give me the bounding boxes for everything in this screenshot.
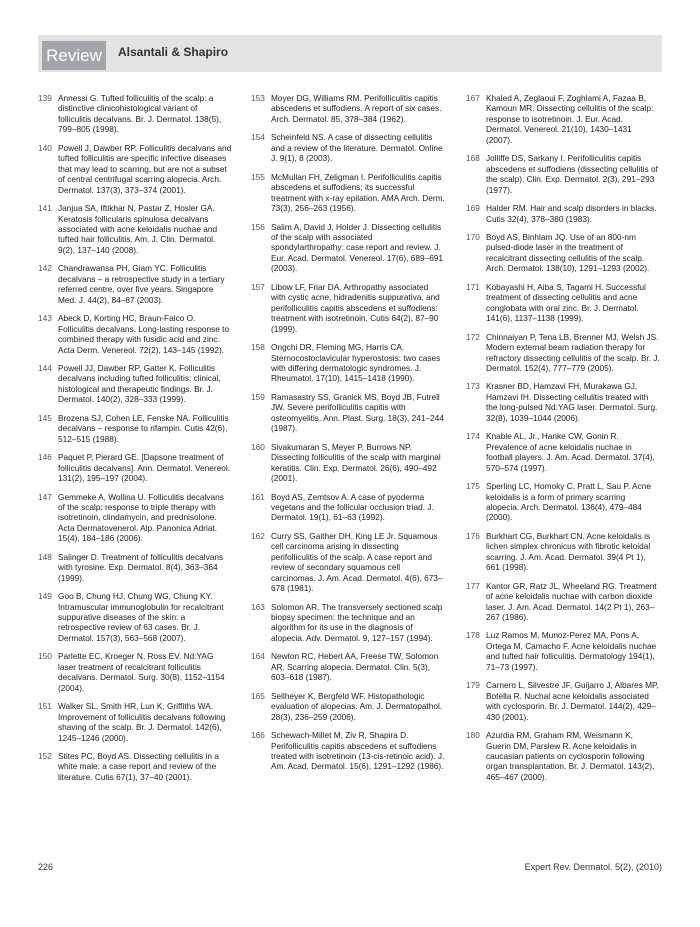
reference-text: Boyd AS, Binhlam JQ. Use of an 800-nm pulsed-diode laser in the treatment of recalcitrant dissecting cellulitis of the scalp. Arch. Dermatol. 138(10), 1291–1293 (2002). <box>486 231 650 274</box>
reference-entry <box>466 431 660 473</box>
reference-text: Walker SL, Smith HR, Lun K, Griffiths WA. Improvement of folliculitis decalvans following shaving of the scalp. Br. J. Dermatol. 142(6), 1245–1246 (2000). <box>58 701 226 743</box>
reference-text: Schewach-Millet M, Ziv R, Shapira D. Perifolliculitis capitis abscedens et suffodiens treated with isotretinoin (13-cis-retinoic acid). J. Am. Acad. Dermatol. 15(6), 1291–1292 (1986). <box>271 730 445 772</box>
reference-entry <box>251 651 445 682</box>
reference-text: Gemmeke A, Wollina U. Folliculitis decalvans of the scalp: response to triple therapy with isotretinoin, clindamycin, and prednisolone. Acta Dermatovenerol. Alp. Panonica Adriat. 15(4), 184–186 (2006). <box>58 491 224 544</box>
reference-entry <box>38 452 232 483</box>
reference-entry <box>466 730 660 782</box>
reference-number: 169 <box>466 203 480 214</box>
reference-entry <box>466 481 660 523</box>
reference-entry <box>38 363 232 405</box>
reference-entry <box>38 591 232 643</box>
reference-number: 158 <box>251 342 265 353</box>
reference-text: Brozena SJ, Cohen LE, Fenske NA. Folliculitis decalvans – response to rifampin. Cutis 42(6), 512–515 (1988). <box>58 412 229 444</box>
reference-entry <box>251 492 445 523</box>
reference-entry <box>466 630 660 672</box>
reference-entry <box>38 313 232 355</box>
running-header <box>38 35 662 72</box>
reference-number: 159 <box>251 391 265 402</box>
reference-text: Salinger D. Treatment of folliculitis decalvans with tyrosine. Exp. Dermatol. 8(4), 363–364 (1999). <box>58 551 224 583</box>
reference-text: Kantor GR, Ratz JL, Wheeland RG. Treatment of acne keloidalis nuchae with carbon dioxide laser. J. Am. Acad. Dermatol. 14(2 Pt 1), 263–267 (1986). <box>486 580 657 623</box>
reference-text: Annessi G. Tufted folliculitis of the scalp: a distinctive clinicohistological variant of folliculitis decalvans. Br. J. Dermatol. 138(5), 799–805 (1998). <box>58 93 222 135</box>
reference-number: 162 <box>251 530 265 541</box>
reference-text: Burkhart CG, Burkhart CN. Acne keloidalis is lichen simplex chronicus with fibrotic keloidal scarring. J. Am. Acad. Dermatol. 39(4 Pt 1), 661 (1998). <box>486 530 651 573</box>
reference-number: 154 <box>251 132 265 143</box>
reference-entry <box>466 203 660 224</box>
reference-entry <box>38 701 232 743</box>
reference-text: Libow LF, Friar DA. Arthropathy associated with cystic acne, hidradenitis suppurativa, and perifolliculitis capitis abscedens et suffodiens: treatment with isotretinoin. Cutis 64(2), 87–90 (1999). <box>271 281 440 334</box>
reference-number: 161 <box>251 491 265 502</box>
reference-text: Halder RM. Hair and scalp disorders in blacks. Cutis 32(4), 378–380 (1983). <box>486 203 657 224</box>
reference-number: 179 <box>466 680 480 691</box>
reference-text: Knable AL, Jr., Hanke CW, Gonin R. Prevalence of acne keloidalis nuchae in football players. J. Am. Acad. Dermatol. 37(4), 570–574 (1997). <box>486 431 655 473</box>
reference-entry <box>251 222 445 274</box>
references-column-2 <box>251 93 445 780</box>
reference-text: Scheinfeld NS. A case of dissecting cellulitis and a review of the literature. Dermatol. Online J. 9(1), 8 (2003). <box>271 132 443 164</box>
running-head-authors: Alsantali & Shapiro <box>118 45 229 59</box>
reference-number: 145 <box>38 412 52 423</box>
reference-entry <box>466 332 660 374</box>
reference-entry <box>251 132 445 163</box>
reference-number: 147 <box>38 491 52 502</box>
reference-entry <box>251 282 445 334</box>
reference-entry <box>251 602 445 644</box>
reference-text: Azurdia RM, Graham RM, Weismann K, Guerin DM, Parslew R. Acne keloidalis in caucasian patients on cyclosporin following organ transplantation. Br. J. Dermatol. 143(2), 465–467 (2000). <box>486 730 655 782</box>
reference-text: Chinnaiyan P, Tena LB, Brenner MJ, Welsh JS. Modern external beam radiation therapy for refractory dissecting cellulitis of the scalp. Br. J. Dermatol. 152(4), 777–779 (2005). <box>486 331 660 373</box>
reference-number: 149 <box>38 591 52 602</box>
reference-text: Sivakumaran S, Meyer P, Burrows NP. Dissecting folliculitis of the scalp with marginal keratitis. Clin. Exp. Dermatol. 26(6), 490–492 (2001). <box>271 441 441 484</box>
reference-number: 165 <box>251 690 265 701</box>
page-number: 226 <box>38 862 54 872</box>
reference-number: 180 <box>466 730 480 741</box>
reference-entry <box>251 93 445 124</box>
reference-number: 171 <box>466 281 480 292</box>
reference-number: 142 <box>38 263 52 274</box>
reference-number: 140 <box>38 142 52 153</box>
reference-number: 146 <box>38 452 52 463</box>
reference-text: Paquet P, Pierard GE. [Dapsone treatment of folliculitis decalvans]. Ann. Dermatol. Venereol. 131(2), 195–197 (2004). <box>58 452 231 484</box>
reference-text: Goo B, Chung HJ, Chung WG, Chung KY. Intramuscular immunoglobulin for recalcitrant suppurative diseases of the skin: a retrospective review of 63 cases. Br. J. Dermatol. 157(3), 563–568 (2007). <box>58 591 224 643</box>
reference-number: 164 <box>251 651 265 662</box>
reference-number: 173 <box>466 381 480 392</box>
reference-number: 157 <box>251 281 265 292</box>
reference-entry <box>38 751 232 782</box>
reference-text: Krasner BD, Hamzavi FH, Murakawa GJ, Hamzavi IH. Dissecting cellulitis treated with the long-pulsed Nd:YAG laser. Dermatol. Surg. 32(8), 1039–1044 (2006). <box>486 381 658 423</box>
reference-number: 172 <box>466 331 480 342</box>
reference-entry <box>38 413 232 444</box>
reference-text: Ramasastry SS, Granick MS, Boyd JB, Futrell JW. Severe perifolliculitis capitis with osteomyelitis. Ann. Plast. Surg. 18(3), 241–244 (1987). <box>271 391 444 434</box>
reference-entry <box>251 730 445 772</box>
reference-number: 143 <box>38 313 52 324</box>
reference-entry <box>38 492 232 544</box>
reference-text: Carnero L, Silvestre JF, Guijarro J, Albares MP, Botella R. Nuchal acne keloidalis associated with cyclosporin. Br. J. Dermatol. 144(2), 429–430 (2001). <box>486 680 659 722</box>
reference-number: 168 <box>466 153 480 164</box>
reference-text: Newton RC, Hebert AA, Freese TW, Solomon AR. Scarring alopecia. Dermatol. Clin. 5(3), 603–618 (1987). <box>271 651 439 683</box>
reference-text: Stites PC, Boyd AS. Dissecting cellulitis in a white male: a case report and review of the literature. Cutis 67(1), 37–40 (2001). <box>58 751 219 782</box>
reference-entry <box>38 651 232 693</box>
reference-entry <box>38 143 232 195</box>
reference-entry <box>251 442 445 484</box>
reference-entry <box>466 282 660 324</box>
reference-number: 153 <box>251 93 265 103</box>
reference-number: 144 <box>38 362 52 373</box>
reference-text: Janjua SA, Iftikhar N, Pastar Z, Hosler GA. Keratosis follicularis spinulosa decalvans associated with acne keloidalis nuchae and tufted hair folliculitis. Am. J. Clin. Dermatol. 9(2), 137–140 (2008). <box>58 203 218 255</box>
reference-number: 152 <box>38 751 52 762</box>
reference-text: Khaled A, Zeglaoui F, Zoghlami A, Fazaa B, Kamoun MR. Dissecting cellulitis of the scalp: response to isotretinoin. J. Eur. Acad. Dermatol. Venereol. 21(10), 1430–1431 (2007). <box>486 93 654 145</box>
reference-text: Powell J, Dawber RP. Folliculitis decalvans and tufted folliculitis are specific infective diseases that may lead to scarring, but are not a subset of central centrifugal scarring alopecia. Arch. Dermatol. 137(3), 373–374 (2001). <box>58 142 232 195</box>
reference-text: Abeck D, Korting HC, Braun-Falco O. Folliculitis decalvans. Long-lasting response to combined therapy with fusidic acid and zinc. Acta Derm. Venereol. 72(2), 143–145 (1992). <box>58 313 230 355</box>
reference-text: Luz Ramos M, Munoz-Perez MA, Pons A, Ortega M, Camacho F. Acne keloidalis nuchae and tufted hair folliculitis. Dermatology 194(1), 71–73 (1997). <box>486 630 657 672</box>
journal-citation: Expert Rev. Dermatol. 5(2), (2010) <box>524 862 662 872</box>
reference-text: Parlette EC, Kroeger N, Ross EV. Nd:YAG laser treatment of recalcitrant folliculitis decalvans. Dermatol. Surg. 30(8), 1152–1154 (2004). <box>58 651 225 693</box>
reference-number: 141 <box>38 203 52 214</box>
reference-number: 156 <box>251 221 265 232</box>
reference-text: Curry SS, Gaither DH, King LE Jr. Squamous cell carcinoma arising in dissecting perifolliculitis of the scalp. A case report and review of secondary squamous cell carcinomas. J. Am. Acad. Dermatol. 4(6), 673–678 (1981). <box>271 530 443 594</box>
reference-number: 160 <box>251 441 265 452</box>
reference-text: McMullan FH, Zeligman I. Perifolliculitis capitis abscedens et suffodiens; its successful treatment with x-ray epilation. AMA Arch. Derm. 73(3), 256–263 (1956). <box>271 171 445 214</box>
reference-entry <box>251 691 445 722</box>
reference-text: Solomon AR. The transversely sectioned scalp biopsy specimen: the technique and an algorithm for its use in the diagnosis of alopecia. Adv. Dermatol. 9, 127–157 (1994). <box>271 601 443 643</box>
reference-text: Chandrawansa PH, Giam YC. Folliculitis decalvans – a retrospective study in a tertiary referred centre, over five years. Singapore Med. J. 44(2), 84–87 (2003). <box>58 263 225 305</box>
reference-entry <box>251 531 445 594</box>
reference-entry <box>466 153 660 195</box>
reference-entry <box>466 232 660 274</box>
reference-number: 177 <box>466 580 480 591</box>
reference-entry <box>251 172 445 214</box>
reference-number: 175 <box>466 481 480 492</box>
reference-entry <box>466 680 660 722</box>
reference-text: Sellheyer K, Bergfeld WF. Histopathologic evaluation of alopecias. Am. J. Dermatopathol. 28(3), 236–259 (2006). <box>271 690 443 722</box>
reference-number: 178 <box>466 630 480 641</box>
reference-number: 151 <box>38 701 52 712</box>
section-tab-review: Review <box>42 41 106 70</box>
reference-number: 174 <box>466 431 480 442</box>
reference-number: 148 <box>38 551 52 562</box>
reference-text: Sperling LC, Homoky C, Pratt L, Sau P. Acne keloidalis is a form of primary scarring alopecia. Arch. Dermatol. 136(4), 479–484 (2000). <box>486 481 651 523</box>
reference-text: Powell JJ, Dawber RP, Gatter K. Folliculitis decalvans including tufted folliculitis: clinical, histological and therapeutic findings. Br. J. Dermatol. 140(2), 328–333 (1999). <box>58 362 221 405</box>
reference-number: 139 <box>38 93 52 103</box>
reference-entry <box>251 392 445 434</box>
reference-text: Boyd AS, Zemtsov A. A case of pyoderma vegetans and the follicular occlusion triad. J. Dermatol. 19(1), 61–63 (1992). <box>271 491 434 523</box>
reference-number: 155 <box>251 171 265 182</box>
reference-number: 163 <box>251 601 265 612</box>
reference-number: 166 <box>251 730 265 741</box>
reference-number: 167 <box>466 93 480 103</box>
reference-entry <box>466 381 660 423</box>
reference-text: Kobayashi H, Aiba S, Tagami H. Successful treatment of dissecting cellulitis and acne conglobata with oral zinc. Br. J. Dermatol. 141(6), 1137–1138 (1999). <box>486 281 646 324</box>
reference-text: Moyer DG, Williams RM. Perifolliculitis capitis abscedens et suffodiens. A report of six cases. Arch. Dermatol. 85, 378–384 (1962). <box>271 93 442 124</box>
reference-text: Ongchi DR, Fleming MG, Harris CA. Sternocostoclavicular hyperostosis: two cases with differing dermatologic syndromes. J. Rheumatol. 17(10), 1415–1418 (1990). <box>271 342 441 384</box>
reference-number: 170 <box>466 231 480 242</box>
reference-number: 176 <box>466 530 480 541</box>
reference-entry <box>466 581 660 623</box>
reference-text: Jolliffe DS, Sarkany I. Perifolliculitis capitis abscedens et suffodiens (dissecting cellulitis of the scalp). Clin. Exp. Dermatol. 2(3), 291–293 (1977). <box>486 153 658 195</box>
references-column-3 <box>466 93 660 790</box>
reference-entry <box>38 263 232 305</box>
reference-entry <box>38 93 232 135</box>
reference-entry <box>251 342 445 384</box>
reference-number: 150 <box>38 651 52 662</box>
reference-text: Salim A, David J, Holder J. Dissecting cellulitis of the scalp with associated spondylarthropathy: case report and review. J. Eur. Acad. Dermatol. Venereol. 17(6), 689–691 (2003). <box>271 221 444 274</box>
reference-entry <box>38 552 232 583</box>
reference-entry <box>466 93 660 145</box>
reference-entry <box>38 203 232 255</box>
reference-entry <box>466 531 660 573</box>
references-column-1 <box>38 93 232 790</box>
